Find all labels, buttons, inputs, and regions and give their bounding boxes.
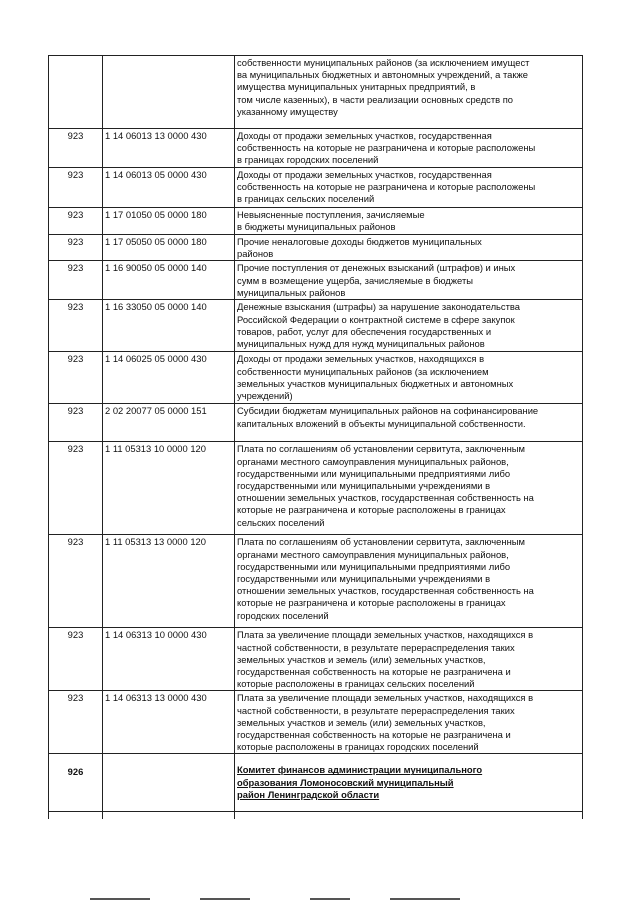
revenue-name-line: которые расположены в границах сельских поселений <box>237 678 475 690</box>
revenue-name-line: государственными или муниципальными предприятиями либо <box>237 560 511 572</box>
admin-code-cell: 923 <box>49 442 103 535</box>
table-row <box>49 352 583 404</box>
revenue-name-cell <box>235 691 583 754</box>
budget-code-cell: 1 11 05313 10 0000 120 <box>103 442 235 535</box>
revenue-name-line: Денежные взыскания (штрафы) за нарушение законодательства <box>237 301 520 313</box>
table-row-organization-header <box>49 754 583 812</box>
table-row <box>49 300 583 352</box>
budget-code-cell <box>103 812 235 820</box>
admin-code-cell: 923 <box>49 235 103 261</box>
budget-code-cell: 1 14 06013 05 0000 430 <box>103 168 235 208</box>
budget-code-cell: 1 16 90050 05 0000 140 <box>103 261 235 300</box>
admin-code-cell: 923 <box>49 691 103 754</box>
admin-code-cell: 923 <box>49 352 103 404</box>
revenue-name-line: собственности муниципальных районов (за исключением имущест <box>237 57 530 68</box>
budget-code-cell: 1 17 01050 05 0000 180 <box>103 208 235 235</box>
revenue-name-line: земельных участков муниципальных бюджетных и автономных <box>237 377 514 389</box>
revenue-name-line: Прочие поступления от денежных взысканий (штрафов) и иных <box>237 262 516 274</box>
revenue-name-cell <box>235 129 583 168</box>
revenue-name-line: сельских поселений <box>237 516 325 528</box>
budget-code-cell: 1 14 06025 05 0000 430 <box>103 352 235 404</box>
revenue-name-line: собственности муниципальных районов (за исключением <box>237 365 489 377</box>
admin-code-cell <box>49 812 103 820</box>
revenue-name-line: указанному имуществу <box>237 105 338 117</box>
revenue-name-line: сумм в возмещение ущерба, зачисляемые в бюджеты <box>237 274 473 286</box>
admin-code-cell: 923 <box>49 168 103 208</box>
table-row <box>49 235 583 261</box>
revenue-name-cell <box>235 300 583 352</box>
revenue-name-line: в бюджеты муниципальных районов <box>237 221 396 233</box>
revenue-name-line: отношении земельных участков, государственная собственность на <box>237 585 534 597</box>
revenue-name-line: собственность на которые не разграничена и которые расположены <box>237 181 536 193</box>
revenue-name-cell <box>235 812 583 820</box>
admin-code-cell: 923 <box>49 261 103 300</box>
revenue-name-line: Доходы от продажи земельных участков, государственная <box>237 130 492 141</box>
revenue-name-cell <box>235 404 583 442</box>
revenue-name-line: частной собственности, в результате перераспределения таких <box>237 704 515 716</box>
revenue-name-line: имущества муниципальных унитарных предприятий, в <box>237 81 476 93</box>
revenue-name-line: в границах сельских поселений <box>237 193 375 205</box>
revenue-name-line: ва муниципальных бюджетных и автономных учреждений, а также <box>237 69 528 81</box>
revenue-name-cell <box>235 168 583 208</box>
revenue-name-line: частной собственности, в результате перераспределения таких <box>237 641 515 653</box>
revenue-name-cell <box>235 352 583 404</box>
admin-code-cell: 926 <box>49 754 103 812</box>
table-row <box>49 628 583 691</box>
budget-code-cell: 1 16 33050 05 0000 140 <box>103 300 235 352</box>
revenue-name-cell <box>235 442 583 535</box>
table-body <box>49 56 583 820</box>
budget-code-cell: 1 17 05050 05 0000 180 <box>103 235 235 261</box>
revenue-name-line: которые расположены в границах городских поселений <box>237 741 479 753</box>
revenue-name-line: Доходы от продажи земельных участков, государственная <box>237 169 492 180</box>
revenue-name-line: Прочие неналоговые доходы бюджетов муниципальных <box>237 236 482 247</box>
revenue-name-line: том числе казенных), в части реализации основных средств по <box>237 93 514 105</box>
revenue-name-line: государственными или муниципальными учреждениями в <box>237 573 491 585</box>
revenue-name-line: государственными или муниципальными предприятиями либо <box>237 467 511 479</box>
table-row <box>49 261 583 300</box>
revenue-name-cell <box>235 208 583 235</box>
revenue-name-line: Плата за увеличение площади земельных участков, находящихся в <box>237 692 534 704</box>
revenue-name-line: которые не разграничена и которые расположены в границах <box>237 504 506 516</box>
organization-name-line: образования Ломоносовский муниципальный <box>237 776 454 788</box>
organization-name-line: Комитет финансов администрации муниципального <box>237 764 483 776</box>
revenue-name-line: Российской Федерации о контрактной системе в сфере закупок <box>237 313 515 325</box>
revenue-name-line: в границах городских поселений <box>237 154 379 166</box>
revenue-name-line: Невыясненные поступления, зачисляемые <box>237 209 425 220</box>
revenue-name-line: органами местного самоуправления муниципальных районов, <box>237 548 509 560</box>
admin-code-cell: 923 <box>49 628 103 691</box>
revenue-name-line: Плата за увеличение площади земельных участков, находящихся в <box>237 629 534 641</box>
revenue-name-line: земельных участков и земель (или) земельных участков, <box>237 716 486 728</box>
revenue-name-cell <box>235 235 583 261</box>
admin-code-cell: 923 <box>49 208 103 235</box>
budget-code-cell: 1 14 06313 13 0000 430 <box>103 691 235 754</box>
revenue-name-line: Субсидии бюджетам муниципальных районов на софинансирование <box>237 405 539 417</box>
organization-name-cell <box>235 754 583 812</box>
revenue-name-line: собственность на которые не разграничена и которые расположены <box>237 142 536 154</box>
revenue-name-line: муниципальных нужд для нужд муниципальных районов <box>237 338 485 350</box>
table-row <box>49 56 583 129</box>
budget-code-cell <box>103 754 235 812</box>
admin-code-cell: 923 <box>49 404 103 442</box>
revenue-name-line: государственная собственность на которые не разграничена и <box>237 729 511 741</box>
revenue-name-line: Плата по соглашениям об установлении сервитута, заключенным <box>237 536 525 548</box>
table-row <box>49 404 583 442</box>
revenue-name-line: земельных участков и земель (или) земельных участков, <box>237 653 486 665</box>
table-row <box>49 129 583 168</box>
revenue-name-line: учреждений) <box>237 390 293 402</box>
revenue-name-line: государственными или муниципальными учреждениями в <box>237 480 491 492</box>
revenue-name-line: муниципальных районов <box>237 286 346 298</box>
revenue-name-line: которые не разграничена и которые расположены в границах <box>237 597 506 609</box>
revenue-name-line: государственная собственность на которые не разграничена и <box>237 666 511 678</box>
budget-code-cell: 2 02 20077 05 0000 151 <box>103 404 235 442</box>
admin-code-cell: 923 <box>49 129 103 168</box>
admin-code-cell: 923 <box>49 535 103 628</box>
revenue-name-cell <box>235 535 583 628</box>
revenue-name-cell <box>235 56 583 129</box>
organization-name-line: район Ленинградской области <box>237 788 380 800</box>
budget-code-cell <box>103 56 235 129</box>
revenue-name-line: городских поселений <box>237 609 329 621</box>
admin-code-cell: 923 <box>49 300 103 352</box>
revenue-name-line: капитальных вложений в объекты муниципальной собственности. <box>237 417 526 429</box>
budget-code-cell: 1 14 06013 13 0000 430 <box>103 129 235 168</box>
revenue-codes-table <box>48 55 583 819</box>
revenue-name-cell <box>235 261 583 300</box>
revenue-name-line: Доходы от продажи земельных участков, находящихся в <box>237 353 485 365</box>
table-row <box>49 168 583 208</box>
revenue-name-line: органами местного самоуправления муниципальных районов, <box>237 455 509 467</box>
revenue-name-line: товаров, работ, услуг для обеспечения государственных и <box>237 325 492 337</box>
budget-code-cell: 1 11 05313 13 0000 120 <box>103 535 235 628</box>
table-row <box>49 208 583 235</box>
admin-code-cell <box>49 56 103 129</box>
revenue-name-line: районов <box>237 248 274 260</box>
revenue-name-line: Плата по соглашениям об установлении сервитута, заключенным <box>237 443 525 455</box>
table-row <box>49 691 583 754</box>
table-row <box>49 442 583 535</box>
table-row <box>49 535 583 628</box>
page-bottom-scan-marks <box>90 898 510 902</box>
budget-code-cell: 1 14 06313 10 0000 430 <box>103 628 235 691</box>
table-row-empty <box>49 812 583 820</box>
revenue-name-cell <box>235 628 583 691</box>
revenue-name-line: отношении земельных участков, государственная собственность на <box>237 492 534 504</box>
